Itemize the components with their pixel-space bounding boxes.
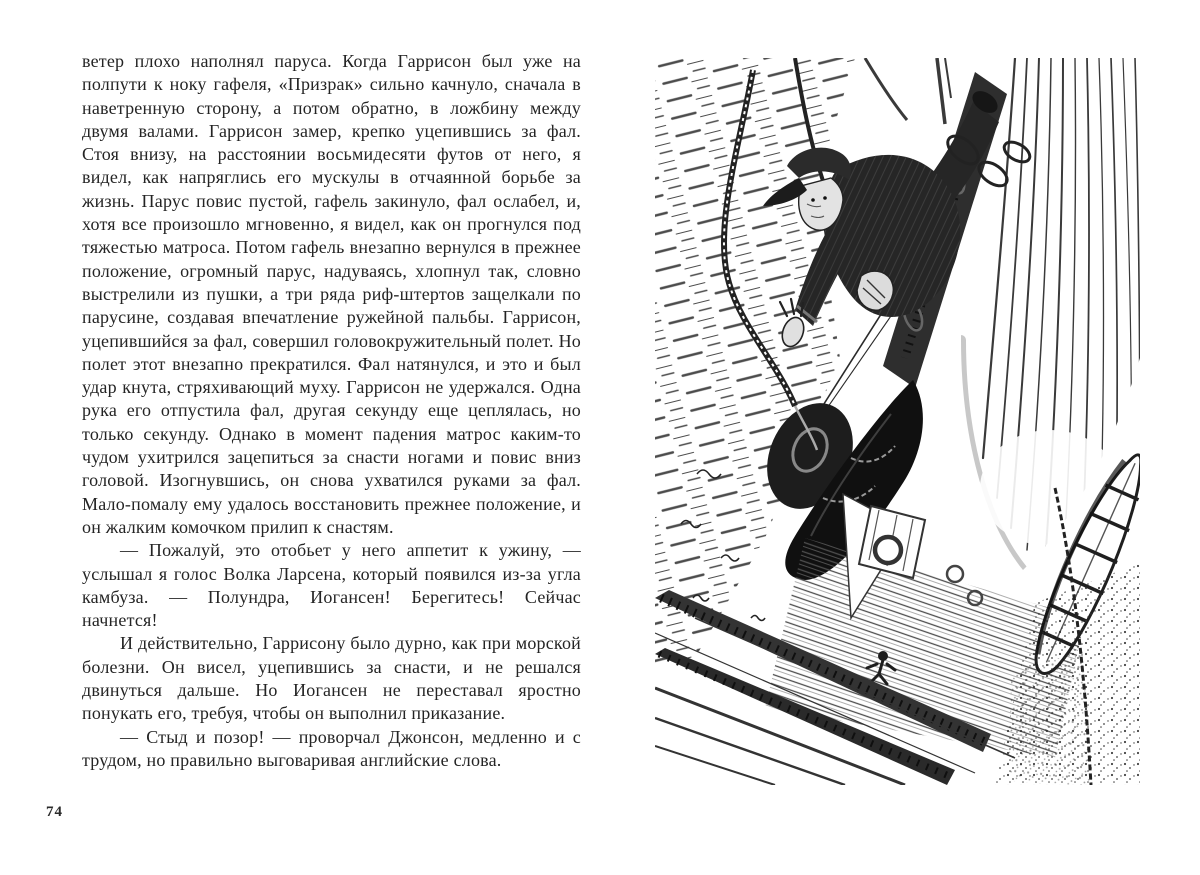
- illustration: [655, 58, 1140, 785]
- paragraph: — Пожалуй, это отобьет у него аппетит к ужину, — услышал я голос Волка Ларсена, который появился из-за угла камбуза. — Полундра, Иогансен! Берегитесь! Сейчас начнется!: [82, 540, 581, 631]
- paragraph: — Стыд и позор! — проворчал Джонсон, медленно и с трудом, но правильно выговаривая английские слова.: [82, 726, 581, 770]
- page-number: 74: [46, 804, 63, 820]
- paragraph: И действительно, Гаррисону было дурно, как при морской болезни. Он висел, уцепившись за снасти, и не решался двинуться дальше. Но Иогансен не переставал яростно понукать его, требуя, чтобы он выполнил приказание.: [82, 633, 581, 724]
- life-ring: [875, 537, 901, 563]
- paragraph: ветер плохо наполнял паруса. Когда Гаррисон был уже на полпути к ноку гафеля, «Призрак» сильно качнуло, сначала в наветренную сторону, а потом обратно, в ложбину между двумя валами. Гаррисон замер, крепко уцепившись за фал. Стоя внизу, на расстоянии восьмидесяти футов от него, я видел, как напряглись его мускулы в отчаянной борьбе за жизнь. Парус повис пустой, гафель закинуло, фал ослабел, и, хотя все произошло мгновенно, я видел, как он прогнулся под тяжестью матроса. Потом гафель внезапно вернулся в прежнее положение, огромный парус, надуваясь, хлопнул так, словно выстрелили из пушки, а три ряда риф-штертов защелкали по парусине, создавая впечатление ружейной пальбы. Гаррисон, уцепившийся за фал, совершил головокружительный полет. Но полет этот внезапно прекратился. Фал натянулся, и это и был удар кнута, стряхивающий муху. Гаррисон не удержался. Одна рука его отпустила фал, другая секунду еще цеплялась, но только секунду. Однако в момент падения матрос каким-то чудом ухитрился зацепиться за снасти ногами и повис вниз головой. Изогнувшись, он снова ухватился руками за фал. Мало-помалу ему удалось восстановить прежнее положение, и он жалким комочком прилип к снастям.: [82, 51, 581, 537]
- sailor-hand-lower: [857, 271, 893, 310]
- body-text: [82, 50, 581, 772]
- right-page: [600, 0, 1200, 875]
